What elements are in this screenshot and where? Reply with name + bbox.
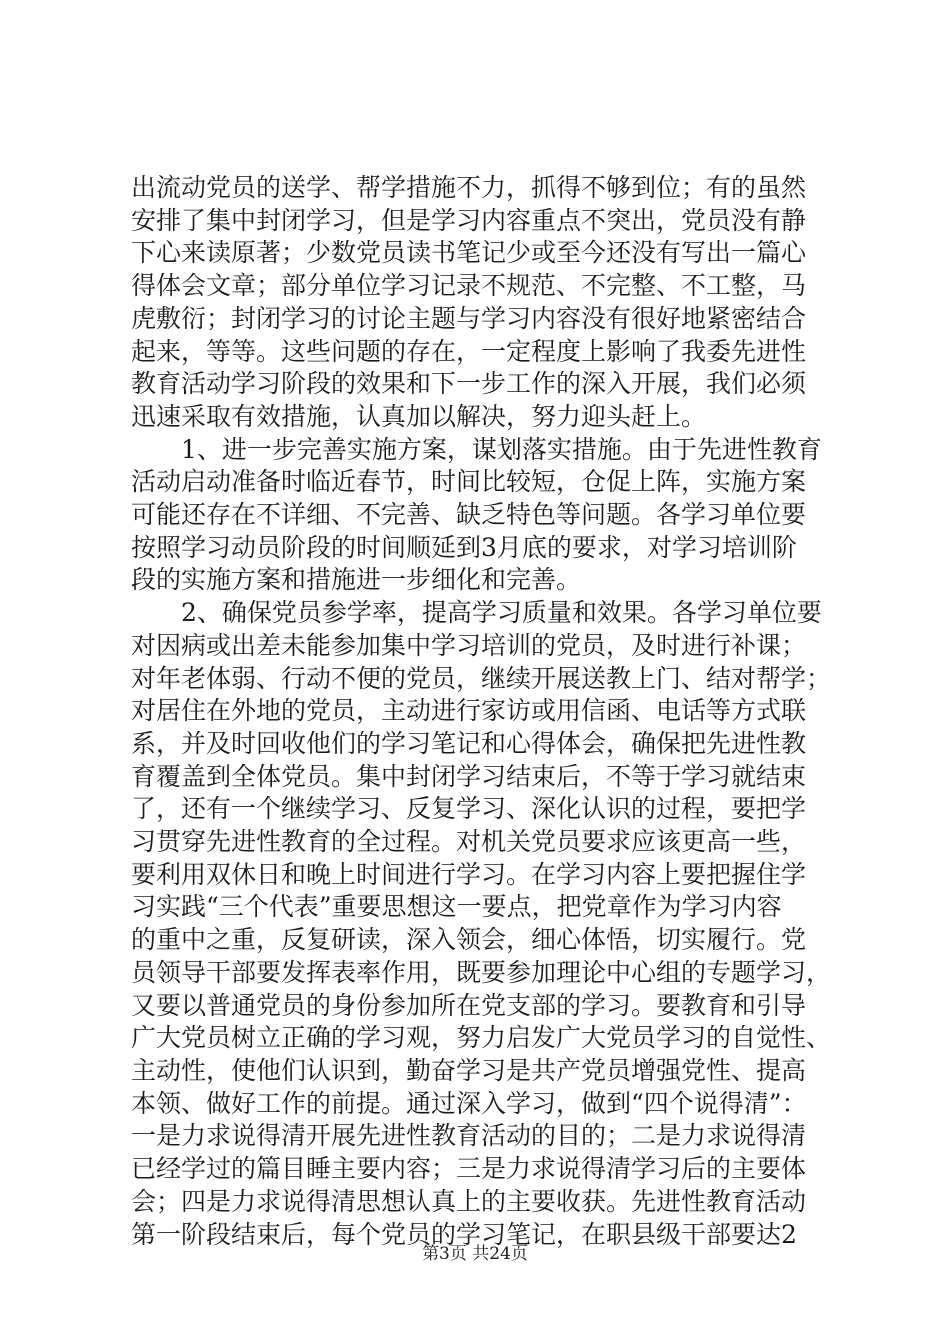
paragraph-item-2: 2、确保党员参学率，提高学习质量和效果。各学习单位要 对因病或出差未能参加集中学习培训的党员，及时进行补课； 对年老体弱、行动不便的党员，继续开展送教上门、结对帮学； 对居住在外地的党员，主动进行家访或用信函、电话等方式联 系，并及时回收他们的学习笔记和心得体会，确保把先进性教 育覆盖到全体党员。集中封闭学习结束后，不等于学习就结束 了，还有一个继续学习、反复学习、深化认识的过程，要把学 习贯穿先进性教育的全过程。对机关党员要求应该更高一些， 要利用双休日和晚上时间进行学习。在学习内容上要把握住学 习实践“三个代表”重要思想这一要点，把党章作为学习内容 的重中之重，反复研读，深入领会，细心体悟，切实履行。党 员领导干部要发挥表率作用，既要参加理论中心组的专题学习， 又要以普通党员的身份参加所在党支部的学习。要教育和引导 广大党员树立正确的学习观，努力启发广大党员学习的自觉性、 主动性，使他们认识到，勤奋学习是共产党员增强党性、提高 本领、做好工作的前提。通过深入学习，做到“四个说得清”： 一是力求说得清开展先进性教育活动的目的；二是力求说得清 已经学过的篇目睡主要内容；三是力求说得清学习后的主要体 会；四是力求说得清思想认真上的主要收获。先进性教育活动 第一阶段结束后，每个党员的学习笔记，在职县级干部要达2	[131, 598, 832, 1249]
paragraph-continuation: 出流动党员的送学、帮学措施不力，抓得不够到位；有的虽然 安排了集中封闭学习，但是学习内容重点不突出，党员没有静 下心来读原著；少数党员读书笔记少或至今还没有写出一篇心 得体会文章；部分单位学习记录不规范、不完整、不工整，马 虎敷衍；封闭学习的讨论主题与学习内容没有很好地紧密结合 起来，等等。这些问题的存在，一定程度上影响了我委先进性 教育活动学习阶段的效果和下一步工作的深入开展，我们必须 迅速采取有效措施，认真加以解决，努力迎头赶上。	[131, 173, 807, 431]
paragraph-item-1: 1、进一步完善实施方案，谋划落实措施。由于先进性教育 活动启动准备时临近春节，时间比较短，仓促上阵，实施方案 可能还存在不详细、不完善、缺乏特色等问题。各学习单位要 按照学习动员阶段的时间顺延到3月底的要求，对学习培训阶 段的实施方案和措施进一步细化和完善。	[131, 434, 822, 595]
page-number-footer: 第3页 共24页	[422, 1244, 528, 1264]
document-body	[131, 172, 831, 1251]
